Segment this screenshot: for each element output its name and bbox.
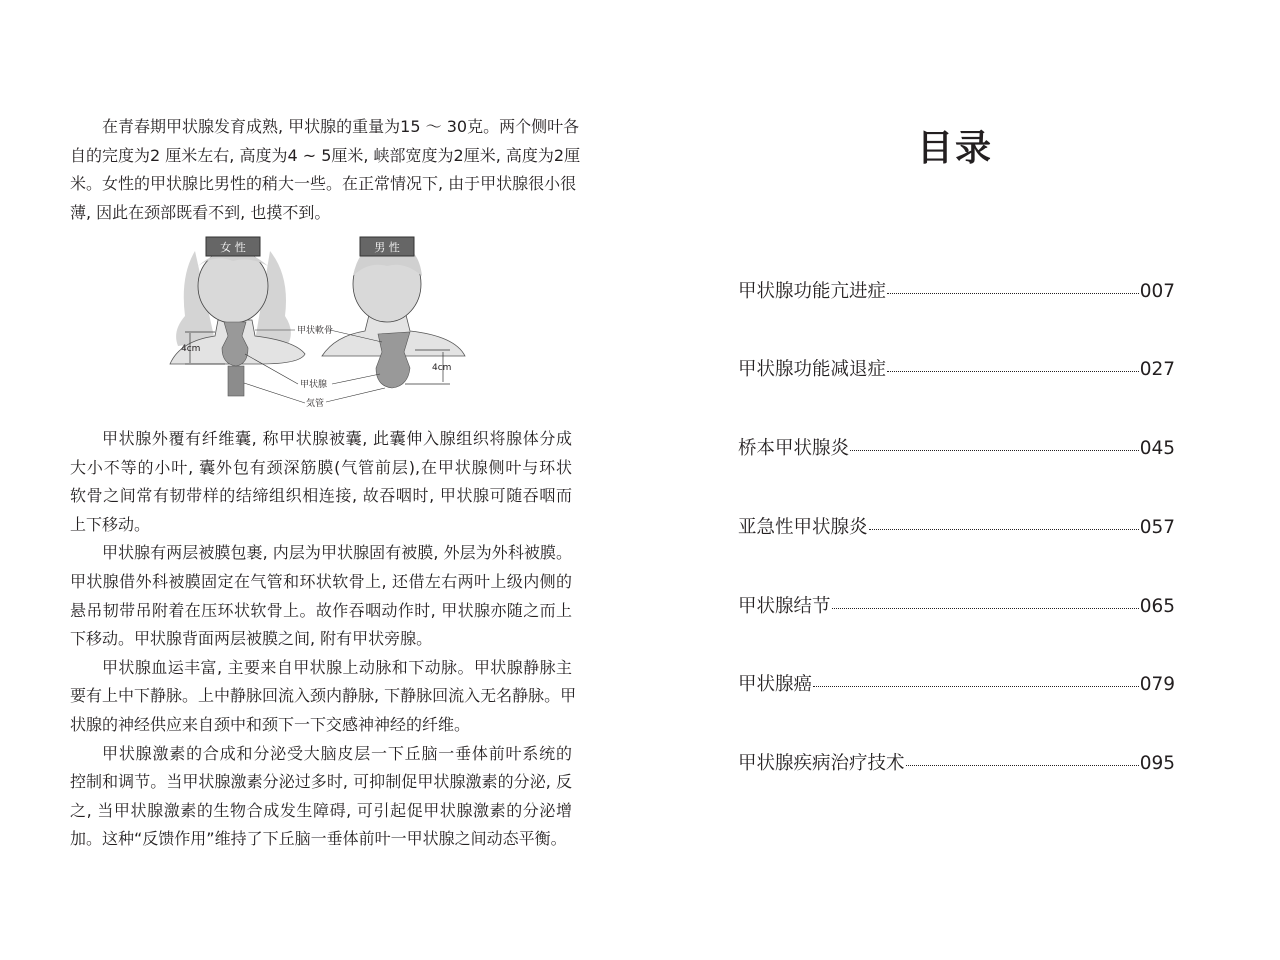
text-line: 大小不等的小叶, 囊外包有颈深筋膜(气管前层),在甲状腺侧叶与环状 [70, 457, 572, 477]
text-line: 甲状腺借外科被膜固定在气管和环状软骨上, 还借左右两叶上级内侧的 [70, 571, 572, 591]
toc-entry[interactable] [738, 434, 1175, 460]
toc-entry[interactable] [738, 513, 1175, 539]
toc-entry-page: 045 [1139, 438, 1175, 459]
toc-entry-title: 甲状腺癌 [738, 674, 813, 695]
text-line: 状腺的神经供应来自颈中和颈下一下交感神神经的纤维。 [70, 714, 471, 734]
toc-entry-title: 甲状腺结节 [738, 596, 831, 617]
toc-entry-page: 007 [1139, 281, 1175, 302]
text-line: 米。女性的甲状腺比男性的稍大一些。在正常情况下, 由于甲状腺很小很 [70, 174, 577, 194]
paragraph [70, 539, 572, 653]
thyroid-illustration [160, 236, 480, 414]
toc-entry[interactable] [738, 355, 1175, 381]
text-line: 薄, 因此在颈部既看不到, 也摸不到。 [70, 202, 331, 222]
toc-entry-title: 桥本甲状腺炎 [738, 438, 850, 459]
text-line: 要有上中下静脉。上中静脉回流入颈内静脉, 下静脉回流入无名静脉。甲 [70, 686, 577, 706]
text-line: 悬吊韧带吊附着在压环状软骨上。故作吞咽动作时, 甲状腺亦随之而上 [70, 600, 572, 620]
male-label: 男 性 [374, 241, 400, 254]
toc-entry[interactable] [738, 592, 1175, 618]
toc-entry-title: 甲状腺功能减退症 [738, 359, 887, 380]
toc-entry-page: 057 [1139, 517, 1175, 538]
text-line: 之, 当甲状腺激素的生物合成发生障碍, 可引起促甲状腺激素的分泌增 [70, 800, 572, 820]
toc-entry[interactable] [738, 670, 1175, 696]
trachea-label: 気管 [306, 399, 325, 409]
intro-text [70, 113, 581, 227]
thyroid-label: 甲状腺 [300, 380, 328, 390]
cartilage-label: 甲状軟骨 [297, 326, 334, 336]
dot-leader [869, 529, 1139, 530]
text-line: 甲状腺外覆有纤维囊, 称甲状腺被囊, 此囊伸入腺组织将腺体分成 [102, 429, 572, 448]
paragraph [70, 113, 581, 227]
text-line: 上下移动。 [70, 514, 151, 534]
body-text [70, 425, 577, 854]
text-line: 软骨之间常有韧带样的结缔组织相连接, 故吞咽时, 甲状腺可随吞咽而 [70, 486, 572, 506]
paragraph [70, 740, 572, 854]
toc-entry-page: 027 [1139, 359, 1175, 380]
text-line: 在青春期甲状腺发育成熟, 甲状腺的重量为15 ～ 30克。两个侧叶各 [102, 117, 580, 136]
dot-leader [850, 450, 1139, 451]
toc-entry-title: 甲状腺功能亢进症 [738, 281, 887, 302]
dot-leader [906, 765, 1139, 766]
text-line: 控制和调节。当甲状腺激素分泌过多时, 可抑制促甲状腺激素的分泌, 反 [70, 772, 572, 792]
text-line: 甲状腺血运丰富, 主要来自甲状腺上动脉和下动脉。甲状腺静脉主 [102, 657, 572, 677]
dot-leader [887, 293, 1139, 294]
text-line: 甲状腺激素的合成和分泌受大脑皮层一下丘脑一垂体前叶系统的 [102, 743, 572, 763]
toc-entry-page: 079 [1139, 674, 1175, 695]
female-measure: 4cm [181, 344, 201, 354]
text-line: 下移动。甲状腺背面两层被膜之间, 附有甲状旁腺。 [70, 629, 433, 649]
paragraph [70, 654, 577, 740]
toc-title: 目录 [916, 128, 993, 169]
text-line: 甲状腺有两层被膜包裹, 内层为甲状腺固有被膜, 外层为外科被膜。 [102, 543, 572, 563]
toc-entry-title: 亚急性甲状腺炎 [738, 517, 868, 538]
toc-entry[interactable] [738, 749, 1175, 775]
paragraph [70, 425, 572, 539]
text-line: 加。这种“反馈作用”维持了下丘脑一垂体前叶一甲状腺之间动态平衡。 [70, 829, 567, 849]
toc-entry-title: 甲状腺疾病治疗技术 [738, 753, 905, 774]
text-line: 自的完度为2 厘米左右, 高度为4 ~ 5厘米, 峡部宽度为2厘米, 高度为2厘 [70, 145, 581, 165]
male-measure: 4cm [432, 363, 452, 373]
female-figure [170, 237, 305, 396]
dot-leader [813, 686, 1139, 687]
toc-entry-page: 095 [1139, 753, 1175, 774]
dot-leader [887, 371, 1139, 372]
male-figure [322, 237, 465, 388]
female-label: 女 性 [220, 241, 246, 254]
dot-leader [832, 608, 1139, 609]
toc-entry-page: 065 [1139, 596, 1175, 617]
toc-entry[interactable] [738, 277, 1175, 303]
